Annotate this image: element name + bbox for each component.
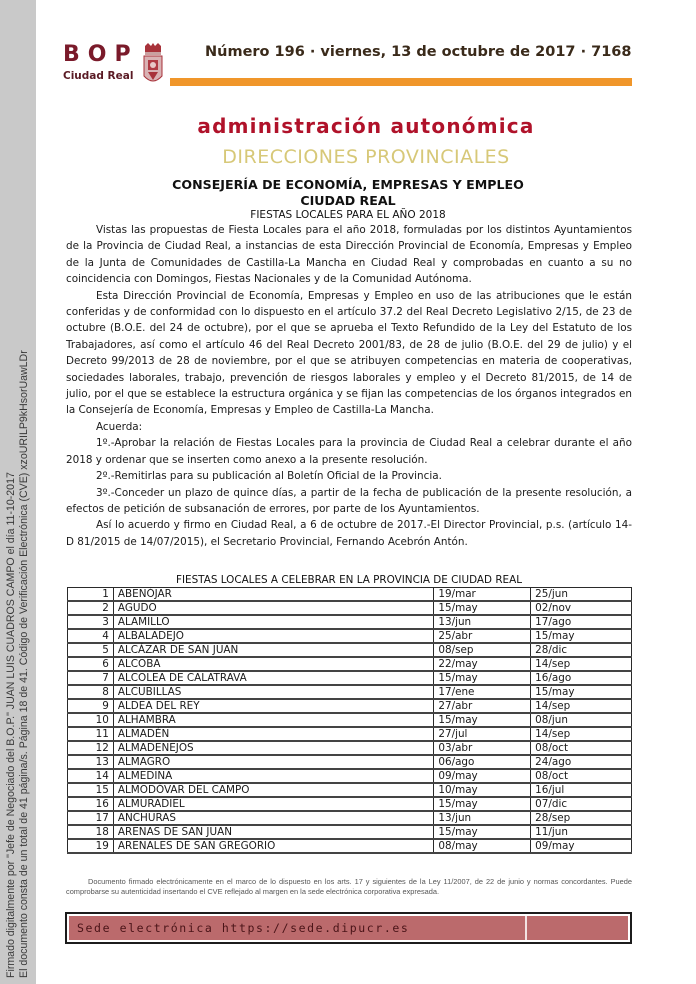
table-row — [68, 588, 632, 602]
cell-name: ALMURADIEL — [113, 797, 433, 811]
cell-name: ANCHURAS — [113, 811, 433, 825]
cell-name: ALHAMBRA — [113, 713, 433, 727]
cell-name: ABENÓJAR — [113, 588, 433, 602]
cell-name: ALMADÉN — [113, 727, 433, 741]
cell-num: 15 — [68, 783, 114, 797]
table-row — [68, 629, 632, 643]
table-row — [68, 769, 632, 783]
cell-num: 10 — [68, 713, 114, 727]
section-title: administración autonómica — [197, 114, 535, 138]
cell-date2: 16/jul — [531, 783, 632, 797]
coat-of-arms-icon — [142, 42, 164, 86]
cell-date2: 28/sep — [531, 811, 632, 825]
cell-name: ALCOLEA DE CALATRAVA — [113, 671, 433, 685]
cell-num: 12 — [68, 741, 114, 755]
cell-name: ALCUBILLAS — [113, 685, 433, 699]
cell-name: ALMAGRO — [113, 755, 433, 769]
cell-date2: 02/nov — [531, 601, 632, 615]
cell-date1: 08/may — [434, 839, 531, 853]
cell-num: 3 — [68, 615, 114, 629]
city-heading: CIUDAD REAL — [300, 193, 396, 208]
cell-date2: 14/sep — [531, 727, 632, 741]
sede-electronica-link[interactable]: Sede electrónica https://sede.dipucr.es — [69, 916, 527, 940]
fiestas-table — [67, 587, 632, 854]
cell-num: 16 — [68, 797, 114, 811]
cell-num: 1 — [68, 588, 114, 602]
document-body — [66, 222, 632, 550]
cell-date1: 27/abr — [434, 699, 531, 713]
cell-num: 11 — [68, 727, 114, 741]
cell-num: 2 — [68, 601, 114, 615]
footer-note-text: Documento firmado electrónicamente en el marco de lo dispuesto en los arts. 17 y siguientes de la Ley 11/2007, de 22 de junio y normas concordantes. Puede comprobarse su autenticidad insertando el CVE reflejado al margen en la sede electrónica corporativa expresada. — [66, 877, 632, 896]
sede-electronica-box — [65, 912, 632, 944]
cell-date1: 10/may — [434, 783, 531, 797]
table-row — [68, 713, 632, 727]
cell-date2: 08/oct — [531, 769, 632, 783]
cell-date1: 27/jul — [434, 727, 531, 741]
paragraph-firma: Así lo acuerdo y firmo en Ciudad Real, a 6 de octubre de 2017.-El Director Provincial, p.s. (artículo 14-D 81/2015 de 14/07/2015), el Secretario Provincial, Fernando Acebrón Antón. — [66, 519, 632, 548]
cell-date2: 08/jun — [531, 713, 632, 727]
cell-date1: 22/may — [434, 657, 531, 671]
cell-name: ARENAS DE SAN JUAN — [113, 825, 433, 839]
cell-date2: 15/may — [531, 629, 632, 643]
electronic-signature-note — [66, 877, 632, 897]
paragraph-acuerda: Acuerda: — [96, 420, 143, 433]
cell-date2: 28/dic — [531, 643, 632, 657]
table-row — [68, 699, 632, 713]
table-row — [68, 741, 632, 755]
cell-num: 14 — [68, 769, 114, 783]
table-row — [68, 615, 632, 629]
cell-date1: 15/may — [434, 671, 531, 685]
cell-name: ALDEA DEL REY — [113, 699, 433, 713]
cell-date2: 14/sep — [531, 699, 632, 713]
cell-name: AGUDO — [113, 601, 433, 615]
signature-line-2: El documento consta de un total de 41 página/s. Página 18 de 41. Código de Verificación Electrónica (CVE) xzoURILP9kHsorUawLDr — [18, 350, 30, 978]
table-row — [68, 811, 632, 825]
cell-date2: 16/ago — [531, 671, 632, 685]
cell-date2: 11/jun — [531, 825, 632, 839]
cell-num: 17 — [68, 811, 114, 825]
cell-name: ALCÁZAR DE SAN JUAN — [113, 643, 433, 657]
paragraph-punto-1: 1º.-Aprobar la relación de Fiestas Locales para la provincia de Ciudad Real a celebrar durante el año 2018 y ordenar que se inserten como anexo a la presente resolución. — [66, 437, 632, 466]
table-row — [68, 783, 632, 797]
cell-num: 18 — [68, 825, 114, 839]
cell-date2: 17/ago — [531, 615, 632, 629]
cell-date2: 09/may — [531, 839, 632, 853]
document-title: FIESTAS LOCALES PARA EL AÑO 2018 — [250, 209, 446, 221]
cell-date2: 25/jun — [531, 588, 632, 602]
cell-date1: 15/may — [434, 797, 531, 811]
paragraph-punto-2: 2º.-Remitirlas para su publicación al Boletín Oficial de la Provincia. — [96, 470, 442, 483]
cell-date1: 15/may — [434, 601, 531, 615]
table-row — [68, 825, 632, 839]
table-row — [68, 797, 632, 811]
cell-name: ALMADENEJOS — [113, 741, 433, 755]
table-row — [68, 643, 632, 657]
cell-date1: 15/may — [434, 825, 531, 839]
cell-num: 7 — [68, 671, 114, 685]
bop-logo — [63, 42, 173, 90]
table-row — [68, 839, 632, 853]
logo-city-text: Ciudad Real — [63, 70, 134, 82]
table-row — [68, 755, 632, 769]
paragraph-punto-3: 3º.-Conceder un plazo de quince días, a partir de la fecha de publicación de la presente resolución, a efectos de petición de subsanación de errores, por parte de los Ayuntamientos. — [66, 486, 632, 515]
cell-name: ALMEDINA — [113, 769, 433, 783]
sede-right-cell — [527, 916, 628, 940]
cell-num: 19 — [68, 839, 114, 853]
table-title: FIESTAS LOCALES A CELEBRAR EN LA PROVINCIA DE CIUDAD REAL — [175, 574, 523, 586]
cell-name: ALCOBA — [113, 657, 433, 671]
table-row — [68, 727, 632, 741]
issue-header: Número 196 · viernes, 13 de octubre de 2017 · 7168 — [205, 44, 632, 60]
cell-num: 8 — [68, 685, 114, 699]
cell-date1: 13/jun — [434, 811, 531, 825]
cell-date1: 08/sep — [434, 643, 531, 657]
logo-bop-text: BOP — [63, 42, 139, 67]
table-row — [68, 601, 632, 615]
section-subtitle: DIRECCIONES PROVINCIALES — [222, 146, 510, 168]
table-row — [68, 685, 632, 699]
cell-name: ALAMILLO — [113, 615, 433, 629]
cell-date2: 24/ago — [531, 755, 632, 769]
paragraph-atribuciones: Esta Dirección Provincial de Economía, Empresas y Empleo en uso de las atribuciones que le están conferidas y de conformidad con lo dispuesto en el artículo 37.2 del Real Decreto Legislativo 2/15, de 23 de octubre (B.O.E. del 24 de octubre), por el que se aprueba el Texto Refundido de la Ley del Estatuto de los Trabajadores, así como el artículo 46 del Real Decreto 2001/83, de 28 de julio (B.O.E. del 29 de julio) y el Decreto 99/2013 de 28 de noviembre, por el que se atribuyen competencias en materia de cooperativas, sociedades laborales, trabajo, prevención de riesgos laborales y empleo y el Decreto 81/2015, de 14 de julio, por el que se establece la estructura orgánica y se fijan las competencias de los órganos integrados en la Consejería de Economía, Empresas y Empleo de Castilla-La Mancha. — [66, 289, 632, 417]
cell-num: 13 — [68, 755, 114, 769]
cell-date2: 07/dic — [531, 797, 632, 811]
cell-date1: 06/ago — [434, 755, 531, 769]
cell-num: 9 — [68, 699, 114, 713]
cell-date1: 13/jun — [434, 615, 531, 629]
cell-date1: 19/mar — [434, 588, 531, 602]
cell-date2: 14/sep — [531, 657, 632, 671]
cell-date1: 17/ene — [434, 685, 531, 699]
cell-date2: 15/may — [531, 685, 632, 699]
cell-date2: 08/oct — [531, 741, 632, 755]
cell-date1: 25/abr — [434, 629, 531, 643]
cell-name: ALMODÓVAR DEL CAMPO — [113, 783, 433, 797]
header-accent-bar — [170, 78, 632, 86]
cell-name: ALBALADEJO — [113, 629, 433, 643]
department-heading: CONSEJERÍA DE ECONOMÍA, EMPRESAS Y EMPLEO — [172, 177, 524, 192]
paragraph-vistas: Vistas las propuestas de Fiesta Locales para el año 2018, formuladas por los distintos Ayuntamientos de la Provincia de Ciudad Real, a instancias de esta Dirección Provincial de Economía, Empresas y Empleo de la Junta de Comunidades de Castilla-La Mancha en Ciudad Real y comprobadas en cuanto a su no coincidencia con Domingos, Fiestas Nacionales y de la Comunidad Autónoma. — [66, 224, 632, 286]
cell-num: 5 — [68, 643, 114, 657]
cell-date1: 03/abr — [434, 741, 531, 755]
table-row — [68, 671, 632, 685]
sede-inner — [69, 916, 628, 940]
cell-date1: 09/may — [434, 769, 531, 783]
cell-date1: 15/may — [434, 713, 531, 727]
signature-line-1: Firmado digitalmente por "Jefe de Negociado del B.O.P." JUAN LUIS CUADROS CAMPO el día 11-10-2017 — [5, 472, 17, 978]
cell-name: ARENALES DE SAN GREGORIO — [113, 839, 433, 853]
table-row — [68, 657, 632, 671]
cell-num: 6 — [68, 657, 114, 671]
cell-num: 4 — [68, 629, 114, 643]
